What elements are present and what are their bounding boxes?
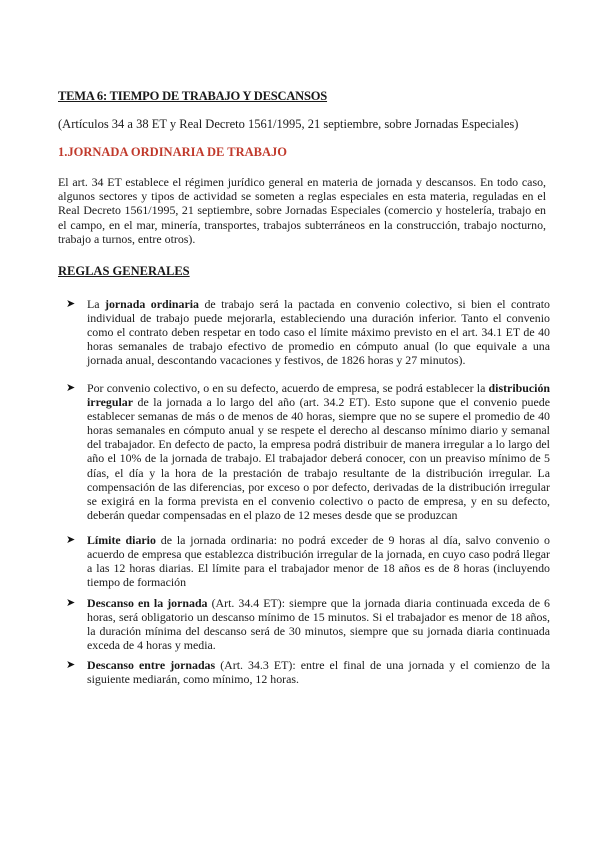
rule-body: de trabajo será la pactada en convenio colectivo, si bien el contrato individual de trabajo puede mejorarla, estableciendo una duración inferior. Tanto el convenio como el contrato deben respetar en todo caso el límite máximo previsto en el art. 34.1 ET de 40 horas semanales de trabajo efectivo de promedio en cómputo anual (lo que equivale a una jornada anual, descontando vacaciones y festivos, de 1826 horas y 27 minutos). (87, 297, 550, 368)
arrow-bullet-icon: ➤ (66, 534, 76, 546)
rule-text (87, 297, 550, 367)
rules-heading: REGLAS GENERALES (58, 264, 190, 278)
document-subtitle: (Artículos 34 a 38 ET y Real Decreto 1561/1995, 21 septiembre, sobre Jornadas Especiales) (58, 117, 519, 131)
arrow-bullet-icon: ➤ (66, 659, 76, 671)
rule-body: (Art. 34.3 ET): entre el final de una jornada y el comienzo de la siguiente mediarán, como mínimo, 12 horas. (87, 658, 551, 687)
rule-text (87, 533, 550, 589)
rule-term: Descanso en la jornada (87, 596, 208, 610)
rule-item (66, 533, 550, 589)
rule-text (87, 658, 550, 686)
section-title: 1.JORNADA ORDINARIA DE TRABAJO (58, 145, 287, 159)
rule-term: distribución irregular (87, 381, 550, 410)
rule-item (66, 658, 550, 686)
rule-body: de la jornada ordinaria: no podrá exceder de 9 horas al día, salvo convenio o acuerdo de empresa que establezca distribución irregular de la jornada, en cuyo caso podrá llegar a las 12 horas diarias. El límite para el trabajador menor de 18 años es de 8 horas (incluyendo tiempo de formación (87, 533, 550, 590)
arrow-bullet-icon: ➤ (66, 298, 76, 310)
rule-item (66, 381, 550, 522)
rule-text (87, 381, 550, 522)
rule-body: de la jornada a lo largo del año (art. 34.2 ET). Esto supone que el convenio puede establecer semanas de más o de menos de 40 horas, siempre que no se supere el promedio de 40 horas semanales en cómputo anual y se respete el derecho al descanso mínimo diario y semanal del trabajador. En defecto de pacto, la empresa podrá distribuir de manera irregular a lo largo del año el 10% de la jornada de trabajo. El trabajador deberá conocer, con un preaviso mínimo de 5 días, el día y la hora de la prestación de trabajo resultante de la distribución irregular. La compensación de las diferencias, por exceso o por defecto, derivadas de la distribución irregular se exigirá en la forma prevista en el convenio colectivo o pacto de empresa, y en su defecto, deberán quedar compensadas en el plazo de 12 meses desde que se produzcan (87, 395, 550, 522)
document-title: TEMA 6: TIEMPO DE TRABAJO Y DESCANSOS (58, 89, 328, 103)
arrow-bullet-icon: ➤ (66, 597, 76, 609)
intro-paragraph: El art. 34 ET establece el régimen jurídico general en materia de jornada y descansos. En todo caso, algunos sectores y tipos de actividad se someten a reglas especiales en esta materia, reguladas en el Real Decreto 1561/1995, 21 septiembre, sobre Jornadas Especiales (comercio y hostelería, trabajo en el campo, en el mar, minería, transportes, trabajos subterráneos en la construcción, trabajo nocturno, trabajo a turnos, entre otros). (58, 175, 546, 246)
rule-body: (Art. 34.4 ET): siempre que la jornada diaria continuada exceda de 6 horas, será obligatorio un descanso mínimo de 15 minutos. Si el trabajador es menor de 18 años, la duración mínima del descanso será de 30 minutos, siempre que su jornada diaria continuada exceda de 4 horas y media. (87, 596, 550, 653)
arrow-bullet-icon: ➤ (66, 382, 76, 394)
rule-term: Límite diario (87, 533, 156, 547)
rule-item (66, 297, 550, 367)
rule-pre: La (87, 297, 105, 311)
rule-term: jornada ordinaria (105, 297, 199, 311)
rule-text (87, 596, 550, 652)
rule-term: Descanso entre jornadas (87, 658, 216, 672)
rule-pre: Por convenio colectivo, o en su defecto, acuerdo de empresa, se podrá establecer la (87, 381, 489, 395)
rule-item (66, 596, 550, 652)
